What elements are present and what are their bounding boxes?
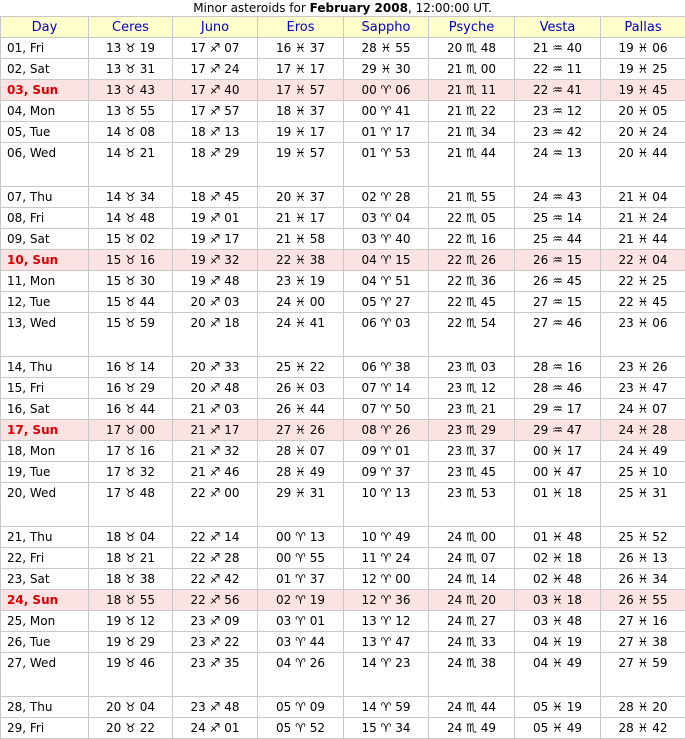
sappho-cell: 29 ♓ 30 <box>344 59 429 80</box>
psyche-cell: 23 ♏ 03 <box>429 357 515 378</box>
sappho-cell: 04 ♈ 15 <box>344 250 429 271</box>
ceres-cell: 16 ♉ 44 <box>89 399 173 420</box>
table-row <box>1 718 685 739</box>
juno-cell: 24 ♐ 01 <box>173 718 258 739</box>
sappho-cell: 14 ♈ 59 <box>344 697 429 718</box>
vesta-cell: 03 ♓ 18 <box>515 590 601 611</box>
day-cell: 21, Thu <box>1 527 89 548</box>
juno-cell: 21 ♐ 32 <box>173 441 258 462</box>
vesta-cell: 28 ♒ 16 <box>515 357 601 378</box>
day-cell: 06, Wed <box>1 143 89 187</box>
day-cell: 15, Fri <box>1 378 89 399</box>
vesta-cell: 05 ♓ 49 <box>515 718 601 739</box>
sappho-cell: 01 ♈ 53 <box>344 143 429 187</box>
psyche-cell: 23 ♏ 37 <box>429 441 515 462</box>
sappho-cell: 01 ♈ 17 <box>344 122 429 143</box>
juno-cell: 23 ♐ 09 <box>173 611 258 632</box>
ceres-cell: 16 ♉ 29 <box>89 378 173 399</box>
psyche-cell: 22 ♏ 45 <box>429 292 515 313</box>
ceres-cell: 17 ♉ 00 <box>89 420 173 441</box>
table-row <box>1 462 685 483</box>
ceres-cell: 17 ♉ 48 <box>89 483 173 527</box>
column-header-sappho: Sappho <box>344 17 429 38</box>
day-cell: 10, Sun <box>1 250 89 271</box>
table-row <box>1 611 685 632</box>
psyche-cell: 21 ♏ 11 <box>429 80 515 101</box>
juno-cell: 18 ♐ 13 <box>173 122 258 143</box>
table-row <box>1 527 685 548</box>
table-row <box>1 548 685 569</box>
eros-cell: 05 ♈ 09 <box>258 697 344 718</box>
sappho-cell: 14 ♈ 23 <box>344 653 429 697</box>
day-cell: 03, Sun <box>1 80 89 101</box>
eros-cell: 02 ♈ 19 <box>258 590 344 611</box>
ceres-cell: 18 ♉ 04 <box>89 527 173 548</box>
ceres-cell: 14 ♉ 48 <box>89 208 173 229</box>
juno-cell: 20 ♐ 33 <box>173 357 258 378</box>
eros-cell: 05 ♈ 52 <box>258 718 344 739</box>
eros-cell: 27 ♓ 26 <box>258 420 344 441</box>
psyche-cell: 21 ♏ 44 <box>429 143 515 187</box>
sappho-cell: 07 ♈ 50 <box>344 399 429 420</box>
pallas-cell: 19 ♓ 45 <box>601 80 685 101</box>
eros-cell: 21 ♓ 17 <box>258 208 344 229</box>
day-cell: 17, Sun <box>1 420 89 441</box>
vesta-cell: 25 ♒ 44 <box>515 229 601 250</box>
sappho-cell: 13 ♈ 47 <box>344 632 429 653</box>
psyche-cell: 22 ♏ 05 <box>429 208 515 229</box>
sappho-cell: 11 ♈ 24 <box>344 548 429 569</box>
ceres-cell: 14 ♉ 08 <box>89 122 173 143</box>
eros-cell: 18 ♓ 37 <box>258 101 344 122</box>
sappho-cell: 08 ♈ 26 <box>344 420 429 441</box>
eros-cell: 24 ♓ 00 <box>258 292 344 313</box>
sappho-cell: 28 ♓ 55 <box>344 38 429 59</box>
table-body <box>1 38 685 739</box>
table-row <box>1 399 685 420</box>
vesta-cell: 27 ♒ 46 <box>515 313 601 357</box>
psyche-cell: 23 ♏ 21 <box>429 399 515 420</box>
day-cell: 24, Sun <box>1 590 89 611</box>
ceres-cell: 15 ♉ 30 <box>89 271 173 292</box>
column-header-psyche: Psyche <box>429 17 515 38</box>
juno-cell: 20 ♐ 03 <box>173 292 258 313</box>
table-row <box>1 271 685 292</box>
pallas-cell: 23 ♓ 06 <box>601 313 685 357</box>
pallas-cell: 26 ♓ 55 <box>601 590 685 611</box>
juno-cell: 21 ♐ 03 <box>173 399 258 420</box>
pallas-cell: 28 ♓ 20 <box>601 697 685 718</box>
pallas-cell: 23 ♓ 26 <box>601 357 685 378</box>
eros-cell: 26 ♓ 03 <box>258 378 344 399</box>
sappho-cell: 10 ♈ 49 <box>344 527 429 548</box>
sappho-cell: 03 ♈ 40 <box>344 229 429 250</box>
juno-cell: 22 ♐ 56 <box>173 590 258 611</box>
sappho-cell: 00 ♈ 06 <box>344 80 429 101</box>
eros-cell: 21 ♓ 58 <box>258 229 344 250</box>
vesta-cell: 00 ♓ 17 <box>515 441 601 462</box>
asteroid-table <box>0 16 685 739</box>
vesta-cell: 24 ♒ 43 <box>515 187 601 208</box>
eros-cell: 28 ♓ 07 <box>258 441 344 462</box>
eros-cell: 03 ♈ 01 <box>258 611 344 632</box>
psyche-cell: 21 ♏ 34 <box>429 122 515 143</box>
eros-cell: 23 ♓ 19 <box>258 271 344 292</box>
psyche-cell: 23 ♏ 45 <box>429 462 515 483</box>
table-row <box>1 441 685 462</box>
pallas-cell: 22 ♓ 25 <box>601 271 685 292</box>
psyche-cell: 21 ♏ 22 <box>429 101 515 122</box>
table-row <box>1 357 685 378</box>
pallas-cell: 25 ♓ 10 <box>601 462 685 483</box>
psyche-cell: 23 ♏ 53 <box>429 483 515 527</box>
pallas-cell: 25 ♓ 52 <box>601 527 685 548</box>
ceres-cell: 14 ♉ 21 <box>89 143 173 187</box>
sappho-cell: 12 ♈ 00 <box>344 569 429 590</box>
pallas-cell: 24 ♓ 07 <box>601 399 685 420</box>
psyche-cell: 24 ♏ 00 <box>429 527 515 548</box>
psyche-cell: 24 ♏ 27 <box>429 611 515 632</box>
vesta-cell: 26 ♒ 15 <box>515 250 601 271</box>
psyche-cell: 22 ♏ 36 <box>429 271 515 292</box>
psyche-cell: 24 ♏ 20 <box>429 590 515 611</box>
juno-cell: 23 ♐ 35 <box>173 653 258 697</box>
day-cell: 01, Fri <box>1 38 89 59</box>
eros-cell: 28 ♓ 49 <box>258 462 344 483</box>
ceres-cell: 20 ♉ 22 <box>89 718 173 739</box>
sappho-cell: 06 ♈ 38 <box>344 357 429 378</box>
pallas-cell: 19 ♓ 06 <box>601 38 685 59</box>
eros-cell: 19 ♓ 17 <box>258 122 344 143</box>
vesta-cell: 22 ♒ 41 <box>515 80 601 101</box>
ceres-cell: 19 ♉ 46 <box>89 653 173 697</box>
eros-cell: 20 ♓ 37 <box>258 187 344 208</box>
psyche-cell: 22 ♏ 16 <box>429 229 515 250</box>
eros-cell: 03 ♈ 44 <box>258 632 344 653</box>
pallas-cell: 26 ♓ 34 <box>601 569 685 590</box>
ceres-cell: 18 ♉ 21 <box>89 548 173 569</box>
ceres-cell: 18 ♉ 55 <box>89 590 173 611</box>
column-header-day: Day <box>1 17 89 38</box>
table-row <box>1 59 685 80</box>
vesta-cell: 03 ♓ 48 <box>515 611 601 632</box>
day-cell: 08, Fri <box>1 208 89 229</box>
day-cell: 09, Sat <box>1 229 89 250</box>
table-row <box>1 208 685 229</box>
table-row <box>1 590 685 611</box>
juno-cell: 19 ♐ 48 <box>173 271 258 292</box>
ceres-cell: 20 ♉ 04 <box>89 697 173 718</box>
vesta-cell: 04 ♓ 19 <box>515 632 601 653</box>
ceres-cell: 14 ♉ 34 <box>89 187 173 208</box>
ceres-cell: 17 ♉ 32 <box>89 462 173 483</box>
day-cell: 19, Tue <box>1 462 89 483</box>
vesta-cell: 24 ♒ 13 <box>515 143 601 187</box>
eros-cell: 00 ♈ 55 <box>258 548 344 569</box>
pallas-cell: 28 ♓ 42 <box>601 718 685 739</box>
ceres-cell: 15 ♉ 16 <box>89 250 173 271</box>
day-cell: 05, Tue <box>1 122 89 143</box>
juno-cell: 19 ♐ 32 <box>173 250 258 271</box>
pallas-cell: 19 ♓ 25 <box>601 59 685 80</box>
juno-cell: 23 ♐ 48 <box>173 697 258 718</box>
ceres-cell: 16 ♉ 14 <box>89 357 173 378</box>
vesta-cell: 21 ♒ 40 <box>515 38 601 59</box>
ceres-cell: 13 ♉ 43 <box>89 80 173 101</box>
day-cell: 27, Wed <box>1 653 89 697</box>
juno-cell: 17 ♐ 07 <box>173 38 258 59</box>
vesta-cell: 25 ♒ 14 <box>515 208 601 229</box>
psyche-cell: 24 ♏ 38 <box>429 653 515 697</box>
vesta-cell: 27 ♒ 15 <box>515 292 601 313</box>
day-cell: 25, Mon <box>1 611 89 632</box>
table-row <box>1 420 685 441</box>
caption-suffix: , 12:00:00 UT. <box>408 1 492 15</box>
day-cell: 22, Fri <box>1 548 89 569</box>
juno-cell: 21 ♐ 17 <box>173 420 258 441</box>
psyche-cell: 22 ♏ 26 <box>429 250 515 271</box>
eros-cell: 19 ♓ 57 <box>258 143 344 187</box>
juno-cell: 17 ♐ 24 <box>173 59 258 80</box>
day-cell: 11, Mon <box>1 271 89 292</box>
psyche-cell: 24 ♏ 49 <box>429 718 515 739</box>
juno-cell: 22 ♐ 28 <box>173 548 258 569</box>
sappho-cell: 07 ♈ 14 <box>344 378 429 399</box>
table-row <box>1 697 685 718</box>
sappho-cell: 05 ♈ 27 <box>344 292 429 313</box>
vesta-cell: 05 ♓ 19 <box>515 697 601 718</box>
sappho-cell: 09 ♈ 01 <box>344 441 429 462</box>
juno-cell: 17 ♐ 57 <box>173 101 258 122</box>
pallas-cell: 26 ♓ 13 <box>601 548 685 569</box>
day-cell: 02, Sat <box>1 59 89 80</box>
vesta-cell: 26 ♒ 45 <box>515 271 601 292</box>
juno-cell: 22 ♐ 42 <box>173 569 258 590</box>
psyche-cell: 23 ♏ 29 <box>429 420 515 441</box>
psyche-cell: 22 ♏ 54 <box>429 313 515 357</box>
pallas-cell: 27 ♓ 16 <box>601 611 685 632</box>
psyche-cell: 24 ♏ 14 <box>429 569 515 590</box>
pallas-cell: 27 ♓ 59 <box>601 653 685 697</box>
ceres-cell: 13 ♉ 55 <box>89 101 173 122</box>
ceres-cell: 15 ♉ 44 <box>89 292 173 313</box>
ceres-cell: 15 ♉ 59 <box>89 313 173 357</box>
psyche-cell: 21 ♏ 55 <box>429 187 515 208</box>
day-cell: 26, Tue <box>1 632 89 653</box>
sappho-cell: 15 ♈ 34 <box>344 718 429 739</box>
psyche-cell: 24 ♏ 07 <box>429 548 515 569</box>
pallas-cell: 24 ♓ 28 <box>601 420 685 441</box>
column-header-pallas: Pallas <box>601 17 685 38</box>
juno-cell: 20 ♐ 48 <box>173 378 258 399</box>
ceres-cell: 18 ♉ 38 <box>89 569 173 590</box>
day-cell: 12, Tue <box>1 292 89 313</box>
day-cell: 28, Thu <box>1 697 89 718</box>
ceres-cell: 17 ♉ 16 <box>89 441 173 462</box>
eros-cell: 25 ♓ 22 <box>258 357 344 378</box>
sappho-cell: 12 ♈ 36 <box>344 590 429 611</box>
sappho-cell: 00 ♈ 41 <box>344 101 429 122</box>
pallas-cell: 20 ♓ 44 <box>601 143 685 187</box>
sappho-cell: 09 ♈ 37 <box>344 462 429 483</box>
sappho-cell: 06 ♈ 03 <box>344 313 429 357</box>
caption-period: February 2008 <box>310 1 408 15</box>
table-row <box>1 143 685 187</box>
pallas-cell: 24 ♓ 49 <box>601 441 685 462</box>
table-row <box>1 122 685 143</box>
pallas-cell: 20 ♓ 24 <box>601 122 685 143</box>
vesta-cell: 29 ♒ 47 <box>515 420 601 441</box>
eros-cell: 04 ♈ 26 <box>258 653 344 697</box>
ceres-cell: 19 ♉ 29 <box>89 632 173 653</box>
table-row <box>1 80 685 101</box>
juno-cell: 18 ♐ 29 <box>173 143 258 187</box>
juno-cell: 21 ♐ 46 <box>173 462 258 483</box>
table-row <box>1 292 685 313</box>
sappho-cell: 03 ♈ 04 <box>344 208 429 229</box>
eros-cell: 22 ♓ 38 <box>258 250 344 271</box>
psyche-cell: 23 ♏ 12 <box>429 378 515 399</box>
eros-cell: 24 ♓ 41 <box>258 313 344 357</box>
vesta-cell: 04 ♓ 49 <box>515 653 601 697</box>
pallas-cell: 21 ♓ 44 <box>601 229 685 250</box>
psyche-cell: 20 ♏ 48 <box>429 38 515 59</box>
vesta-cell: 02 ♓ 18 <box>515 548 601 569</box>
table-row <box>1 38 685 59</box>
pallas-cell: 21 ♓ 24 <box>601 208 685 229</box>
pallas-cell: 23 ♓ 47 <box>601 378 685 399</box>
column-header-eros: Eros <box>258 17 344 38</box>
vesta-cell: 29 ♒ 17 <box>515 399 601 420</box>
vesta-cell: 01 ♓ 48 <box>515 527 601 548</box>
pallas-cell: 27 ♓ 38 <box>601 632 685 653</box>
table-row <box>1 632 685 653</box>
juno-cell: 17 ♐ 40 <box>173 80 258 101</box>
sappho-cell: 02 ♈ 28 <box>344 187 429 208</box>
vesta-cell: 22 ♒ 11 <box>515 59 601 80</box>
pallas-cell: 22 ♓ 04 <box>601 250 685 271</box>
sappho-cell: 10 ♈ 13 <box>344 483 429 527</box>
juno-cell: 18 ♐ 45 <box>173 187 258 208</box>
pallas-cell: 22 ♓ 45 <box>601 292 685 313</box>
juno-cell: 23 ♐ 22 <box>173 632 258 653</box>
day-cell: 23, Sat <box>1 569 89 590</box>
juno-cell: 19 ♐ 17 <box>173 229 258 250</box>
day-cell: 14, Thu <box>1 357 89 378</box>
vesta-cell: 23 ♒ 12 <box>515 101 601 122</box>
eros-cell: 16 ♓ 37 <box>258 38 344 59</box>
day-cell: 13, Wed <box>1 313 89 357</box>
day-cell: 29, Fri <box>1 718 89 739</box>
day-cell: 07, Thu <box>1 187 89 208</box>
eros-cell: 17 ♓ 17 <box>258 59 344 80</box>
juno-cell: 20 ♐ 18 <box>173 313 258 357</box>
caption-prefix: Minor asteroids for <box>193 1 306 15</box>
table-row <box>1 187 685 208</box>
header-row <box>1 17 685 38</box>
pallas-cell: 21 ♓ 04 <box>601 187 685 208</box>
day-cell: 04, Mon <box>1 101 89 122</box>
ceres-cell: 19 ♉ 12 <box>89 611 173 632</box>
table-row <box>1 229 685 250</box>
table-row <box>1 313 685 357</box>
pallas-cell: 20 ♓ 05 <box>601 101 685 122</box>
day-cell: 18, Mon <box>1 441 89 462</box>
sappho-cell: 04 ♈ 51 <box>344 271 429 292</box>
table-row <box>1 378 685 399</box>
table-row <box>1 483 685 527</box>
psyche-cell: 21 ♏ 00 <box>429 59 515 80</box>
vesta-cell: 28 ♒ 46 <box>515 378 601 399</box>
column-header-juno: Juno <box>173 17 258 38</box>
juno-cell: 22 ♐ 00 <box>173 483 258 527</box>
eros-cell: 29 ♓ 31 <box>258 483 344 527</box>
pallas-cell: 25 ♓ 31 <box>601 483 685 527</box>
day-cell: 16, Sat <box>1 399 89 420</box>
column-header-vesta: Vesta <box>515 17 601 38</box>
column-header-ceres: Ceres <box>89 17 173 38</box>
eros-cell: 00 ♈ 13 <box>258 527 344 548</box>
vesta-cell: 23 ♒ 42 <box>515 122 601 143</box>
ceres-cell: 15 ♉ 02 <box>89 229 173 250</box>
table-row <box>1 250 685 271</box>
vesta-cell: 00 ♓ 47 <box>515 462 601 483</box>
ceres-cell: 13 ♉ 19 <box>89 38 173 59</box>
psyche-cell: 24 ♏ 44 <box>429 697 515 718</box>
juno-cell: 19 ♐ 01 <box>173 208 258 229</box>
juno-cell: 22 ♐ 14 <box>173 527 258 548</box>
table-row <box>1 569 685 590</box>
eros-cell: 26 ♓ 44 <box>258 399 344 420</box>
table-caption <box>0 0 685 16</box>
ceres-cell: 13 ♉ 31 <box>89 59 173 80</box>
table-row <box>1 653 685 697</box>
vesta-cell: 01 ♓ 18 <box>515 483 601 527</box>
day-cell: 20, Wed <box>1 483 89 527</box>
eros-cell: 17 ♓ 57 <box>258 80 344 101</box>
vesta-cell: 02 ♓ 48 <box>515 569 601 590</box>
psyche-cell: 24 ♏ 33 <box>429 632 515 653</box>
eros-cell: 01 ♈ 37 <box>258 569 344 590</box>
table-row <box>1 101 685 122</box>
sappho-cell: 13 ♈ 12 <box>344 611 429 632</box>
